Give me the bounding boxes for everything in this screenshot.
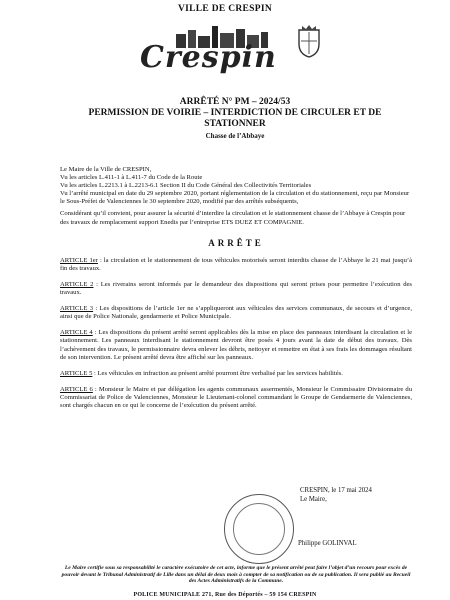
- signature-place-date: CRESPIN, le 17 mai 2024: [300, 487, 372, 494]
- article-text: : Les riverains seront informés par le demandeur des dispositions qui seront prises pour permettre l’exécution des travaux.: [60, 280, 412, 297]
- decree-location: Chasse de l’Abbaye: [205, 132, 265, 140]
- coat-of-arms-icon: [294, 24, 324, 58]
- preamble-visa-1: Vu les articles L.411-1 à L.411-7 du Code de la Route: [60, 174, 203, 182]
- signature-block: [300, 486, 372, 504]
- article-label: ARTICLE 1er: [60, 256, 98, 264]
- article-6: [60, 386, 412, 410]
- arrete-heading: ARRÊTE: [208, 237, 264, 248]
- mayor-seal-stamp: [224, 494, 294, 564]
- preamble-visa-3: Vu l’arrêté municipal en date du 29 septembre 2020, portant réglementation de la circulation et du stationnement, reçu par Monsieur le Sous-Préfet de Valenciennes le 30 septembre 2020, modifié par des arrêtés subséquents,: [60, 190, 410, 206]
- decree-number: ARRÊTÉ N° PM – 2024/53: [179, 97, 291, 107]
- preamble-considerant: Considérant qu’il convient, pour assurer la sécurité d’interdire la circulation et le stationnement chasse de l’Abbaye à Crespin pour des travaux de remplacement support Enedis par l’entreprise ETS DUEZ ET COMPAGNIE.: [60, 210, 406, 226]
- article-1: [60, 257, 412, 273]
- page-footer: POLICE MUNICIPALE 271, Rue des Déportés – 59 154 CRESPIN: [133, 592, 317, 598]
- article-5: [60, 370, 412, 378]
- town-header: VILLE DE CRESPIN: [177, 4, 272, 14]
- decree-body: [60, 166, 412, 410]
- article-text: : Les dispositions de l’article 1er ne s’appliqueront aux véhicules des services communaux, de secours et d’urgence, ainsi que de Police Nationale, gendarmerie et Police Municipale.: [60, 305, 412, 321]
- article-label: ARTICLE 5: [60, 369, 93, 377]
- article-text: : Les véhicules en infraction au présent arrêté pourront être verbalisé par les services habilités.: [92, 369, 343, 377]
- article-label: ARTICLE 6: [60, 385, 93, 393]
- town-logo: [130, 18, 330, 82]
- preamble-mayor: Le Maire de la Ville de CRESPIN,: [60, 166, 152, 173]
- article-text: : la circulation et le stationnement de tous véhicules motorisés seront interdits chasse de l’Abbaye le 21 mai jusqu’à fin des travaux.: [60, 256, 412, 272]
- preamble-visa-2: Vu les articles L.2213.1 à L.2213-6.1 Section II du Code Général des Collectivités Territoriales: [60, 182, 312, 190]
- article-text: : Les dispositions du présent arrêté seront applicables dès la mise en place des panneaux interdisant la circulation et le stationnement. Les panneaux interdisant le stationnement devront être posés 4 jours avant la date de début des travaux. Dès l’achèvement des travaux, le permissionnaire devra enlever les débris, nettoyer et remettre en état à ses frais les dommages résultant de son intervention. Le présent arrêté devra être affiché sur les panneaux.: [60, 329, 412, 361]
- article-3: [60, 305, 412, 321]
- article-4: [60, 329, 412, 361]
- signature-role: Le Maire,: [300, 496, 327, 503]
- decree-title-block: [60, 97, 410, 140]
- logo-wordmark: Crespin: [140, 40, 277, 75]
- article-label: ARTICLE 2: [60, 280, 94, 288]
- signatory-name: Philippe GOLINVAL: [298, 540, 357, 547]
- article-label: ARTICLE 4: [60, 329, 93, 337]
- legal-footnote: Le Maire certifie sous sa responsabilité le caractère exécutoire de cet acte, informe que le présent arrêté peut faire l’objet d’un recours pour excès de pouvoir devant le Tribunal Administratif de Lille dans un délai de deux mois à compter de sa notification ou de sa publication. Il sera publié au Recueil des Actes Administratifs de la Commune.: [61, 565, 411, 585]
- article-label: ARTICLE 3: [60, 305, 94, 313]
- decree-subject: PERMISSION DE VOIRIE – INTERDICTION DE CIRCULER ET DE STATIONNER: [88, 108, 382, 129]
- article-2: [60, 281, 412, 297]
- article-text: : Monsieur le Maire et par délégation les agents communaux assermentés, Monsieur le Commissaire Divisionnaire du Commissariat de Police de Valenciennes, Monsieur le Lieutenant-colonel commandant le Groupe de Gendarmerie de Valenciennes, sont chargés chacun en ce qui le concerne de l’exécution du présent arrêté.: [60, 385, 412, 409]
